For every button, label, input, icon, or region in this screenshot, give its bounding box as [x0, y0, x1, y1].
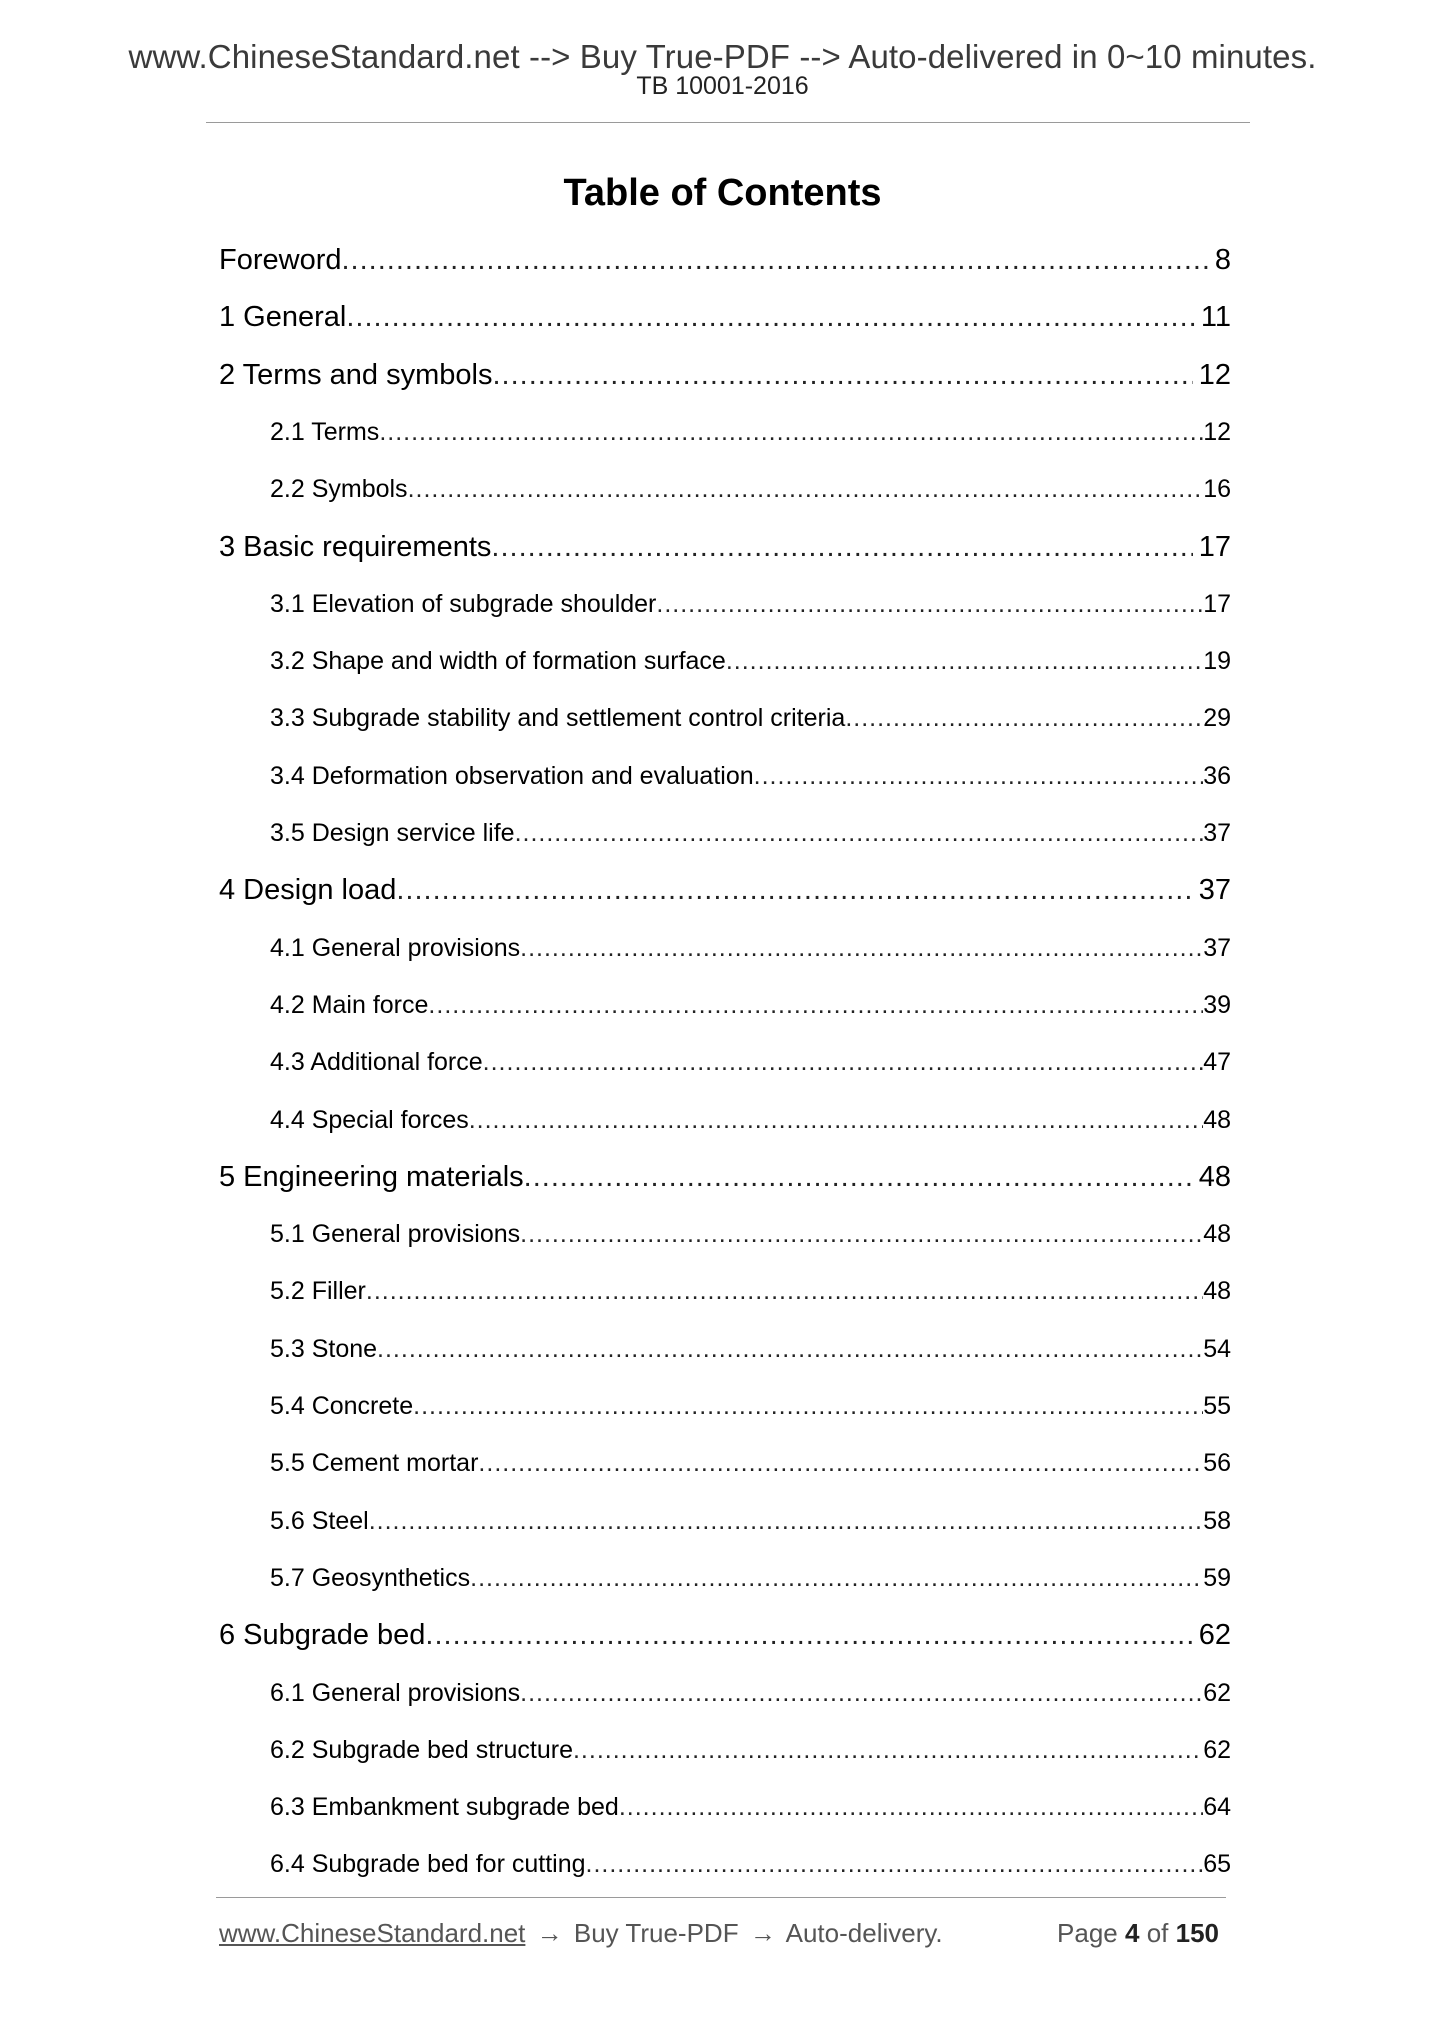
toc-page-number: 58 [1203, 1507, 1231, 1535]
toc-page-number: 47 [1203, 1048, 1231, 1076]
toc-entry-label: 6.2 Subgrade bed structure [270, 1736, 573, 1764]
toc-dot-leader [492, 355, 1192, 395]
toc-page-number: 65 [1203, 1850, 1231, 1878]
page-total: 150 [1175, 1918, 1219, 1948]
toc-section-entry[interactable] [270, 1445, 1231, 1481]
toc-entry-label: Foreword [219, 244, 342, 276]
header-divider [206, 122, 1250, 123]
toc-page-number: 54 [1203, 1335, 1231, 1363]
toc-entry-label: 4.3 Additional force [270, 1048, 483, 1076]
toc-dot-leader [425, 1615, 1192, 1655]
toc-section-entry[interactable] [270, 414, 1231, 450]
toc-dot-leader [726, 643, 1203, 679]
toc-page-number: 17 [1198, 531, 1231, 563]
toc-page-number: 56 [1203, 1449, 1231, 1477]
toc-page-number: 11 [1200, 301, 1231, 333]
page-of: of [1146, 1918, 1169, 1948]
toc-entry-label: 5.2 Filler [270, 1277, 366, 1305]
toc-dot-leader [524, 1157, 1193, 1197]
toc-entry-label: 4 Design load [219, 874, 397, 906]
toc-entry-label: 4.1 General provisions [270, 934, 521, 962]
toc-dot-leader [366, 1273, 1203, 1309]
toc-dot-leader [470, 1560, 1203, 1596]
toc-entry-label: 2 Terms and symbols [219, 359, 493, 391]
arrow-right-icon: → [749, 1918, 776, 1948]
footer-divider [216, 1897, 1226, 1898]
toc-section-entry[interactable] [270, 1789, 1231, 1825]
toc-entry-label: 2.2 Symbols [270, 475, 408, 503]
page-current: 4 [1124, 1918, 1140, 1948]
header-banner: www.ChineseStandard.net --> Buy True-PDF --> Auto-delivered in 0~10 minutes. [128, 38, 1317, 75]
toc-section-entry[interactable] [270, 758, 1231, 794]
toc-page-number: 37 [1198, 874, 1231, 906]
toc-dot-leader [379, 414, 1203, 450]
toc-entry-label: 6.1 General provisions [270, 1679, 521, 1707]
toc-chapter-entry[interactable] [219, 1157, 1231, 1197]
toc-chapter-entry[interactable] [219, 297, 1231, 337]
toc-dot-leader [515, 815, 1204, 851]
toc-section-entry[interactable] [270, 1388, 1231, 1424]
toc-section-entry[interactable] [270, 930, 1231, 966]
toc-dot-leader [573, 1732, 1203, 1768]
toc-dot-leader [369, 1503, 1204, 1539]
toc-dot-leader [845, 700, 1203, 736]
toc-page-number: 12 [1203, 418, 1231, 446]
toc-dot-leader [520, 930, 1203, 966]
toc-page-number: 37 [1203, 934, 1231, 962]
toc-chapter-entry[interactable] [219, 870, 1231, 910]
toc-page-number: 39 [1203, 991, 1231, 1019]
toc-dot-leader [408, 471, 1204, 507]
toc-dot-leader [619, 1789, 1203, 1825]
document-number: TB 10001-2016 [636, 72, 809, 100]
toc-dot-leader [520, 1216, 1203, 1252]
toc-entry-label: 6.4 Subgrade bed for cutting [270, 1850, 586, 1878]
toc-page-number: 16 [1203, 475, 1231, 503]
footer-website-link[interactable]: www.ChineseStandard.net [219, 1918, 526, 1948]
toc-entry-label: 3.1 Elevation of subgrade shoulder [270, 590, 657, 618]
toc-section-entry[interactable] [270, 1044, 1231, 1080]
toc-dot-leader [342, 240, 1209, 280]
toc-dot-leader [396, 870, 1192, 910]
toc-dot-leader [754, 758, 1204, 794]
toc-entry-label: 3.3 Subgrade stability and settlement control criteria [270, 704, 846, 732]
arrow-right-icon: → [536, 1918, 563, 1948]
toc-section-entry[interactable] [270, 815, 1231, 851]
toc-section-entry[interactable] [270, 1273, 1231, 1309]
toc-dot-leader [483, 1044, 1204, 1080]
toc-entry-label: 3.2 Shape and width of formation surface [270, 647, 726, 675]
toc-page-number: 36 [1203, 762, 1231, 790]
toc-page-number: 59 [1203, 1564, 1231, 1592]
toc-section-entry[interactable] [270, 1675, 1231, 1711]
toc-page-number: 12 [1198, 359, 1231, 391]
toc-entry-label: 6 Subgrade bed [219, 1619, 426, 1651]
toc-page-number: 48 [1203, 1277, 1231, 1305]
toc-dot-leader [520, 1675, 1203, 1711]
footer-buy-text: Buy True-PDF [573, 1918, 739, 1948]
toc-section-entry[interactable] [270, 1846, 1231, 1882]
toc-chapter-entry[interactable] [219, 1615, 1231, 1655]
toc-entry-label: 4.2 Main force [270, 991, 429, 1019]
toc-entry-label: 5.3 Stone [270, 1335, 378, 1363]
toc-page-number: 62 [1203, 1736, 1231, 1764]
toc-dot-leader [478, 1445, 1203, 1481]
toc-section-entry[interactable] [270, 1503, 1231, 1539]
toc-page-number: 62 [1198, 1619, 1231, 1651]
toc-entry-label: 3 Basic requirements [219, 531, 492, 563]
toc-entry-label: 3.4 Deformation observation and evaluation [270, 762, 754, 790]
toc-dot-leader [469, 1102, 1203, 1138]
toc-dot-leader [491, 527, 1192, 567]
page-label: Page [1057, 1918, 1118, 1948]
toc-page-number: 19 [1203, 647, 1231, 675]
toc-chapter-entry[interactable] [219, 527, 1231, 567]
footer-delivery-text: Auto-delivery. [785, 1918, 943, 1948]
toc-page-number: 48 [1203, 1220, 1231, 1248]
toc-section-entry[interactable] [270, 987, 1231, 1023]
footer [219, 1916, 1229, 1950]
toc-dot-leader [346, 297, 1195, 337]
toc-section-entry[interactable] [270, 586, 1231, 622]
toc-entry-label: 5.6 Steel [270, 1507, 369, 1535]
toc-entry-label: 5 Engineering materials [219, 1161, 524, 1193]
toc-page-number: 29 [1203, 704, 1231, 732]
toc-chapter-entry[interactable] [219, 240, 1231, 280]
toc-entry-label: 4.4 Special forces [270, 1106, 469, 1134]
toc-section-entry[interactable] [270, 643, 1231, 679]
toc-section-entry[interactable] [270, 1331, 1231, 1367]
toc-page-number: 48 [1203, 1106, 1231, 1134]
toc-entry-label: 3.5 Design service life [270, 819, 515, 847]
page-title: Table of Contents [563, 172, 882, 214]
toc-section-entry[interactable] [270, 1216, 1231, 1252]
toc-page-number: 55 [1203, 1392, 1231, 1420]
toc-entry-label: 6.3 Embankment subgrade bed [270, 1793, 619, 1821]
page-indicator [1057, 1916, 1219, 1950]
toc-entry-label: 5.1 General provisions [270, 1220, 521, 1248]
toc-entry-label: 2.1 Terms [270, 418, 380, 446]
toc-section-entry[interactable] [270, 471, 1231, 507]
toc-entry-label: 5.5 Cement mortar [270, 1449, 479, 1477]
toc-page-number: 37 [1203, 819, 1231, 847]
toc-dot-leader [413, 1388, 1203, 1424]
toc-entry-label: 5.7 Geosynthetics [270, 1564, 471, 1592]
toc-dot-leader [586, 1846, 1204, 1882]
toc-entry-label: 5.4 Concrete [270, 1392, 414, 1420]
toc-section-entry[interactable] [270, 1560, 1231, 1596]
toc-dot-leader [656, 586, 1203, 622]
toc-chapter-entry[interactable] [219, 355, 1231, 395]
toc-section-entry[interactable] [270, 700, 1231, 736]
toc-section-entry[interactable] [270, 1102, 1231, 1138]
toc-section-entry[interactable] [270, 1732, 1231, 1768]
toc-dot-leader [428, 987, 1203, 1023]
toc-entry-label: 1 General [219, 301, 347, 333]
toc-page-number: 8 [1214, 244, 1231, 276]
toc-dot-leader [377, 1331, 1203, 1367]
toc-page-number: 17 [1203, 590, 1231, 618]
toc-page-number: 48 [1198, 1161, 1231, 1193]
toc-page-number: 64 [1203, 1793, 1231, 1821]
toc-page-number: 62 [1203, 1679, 1231, 1707]
